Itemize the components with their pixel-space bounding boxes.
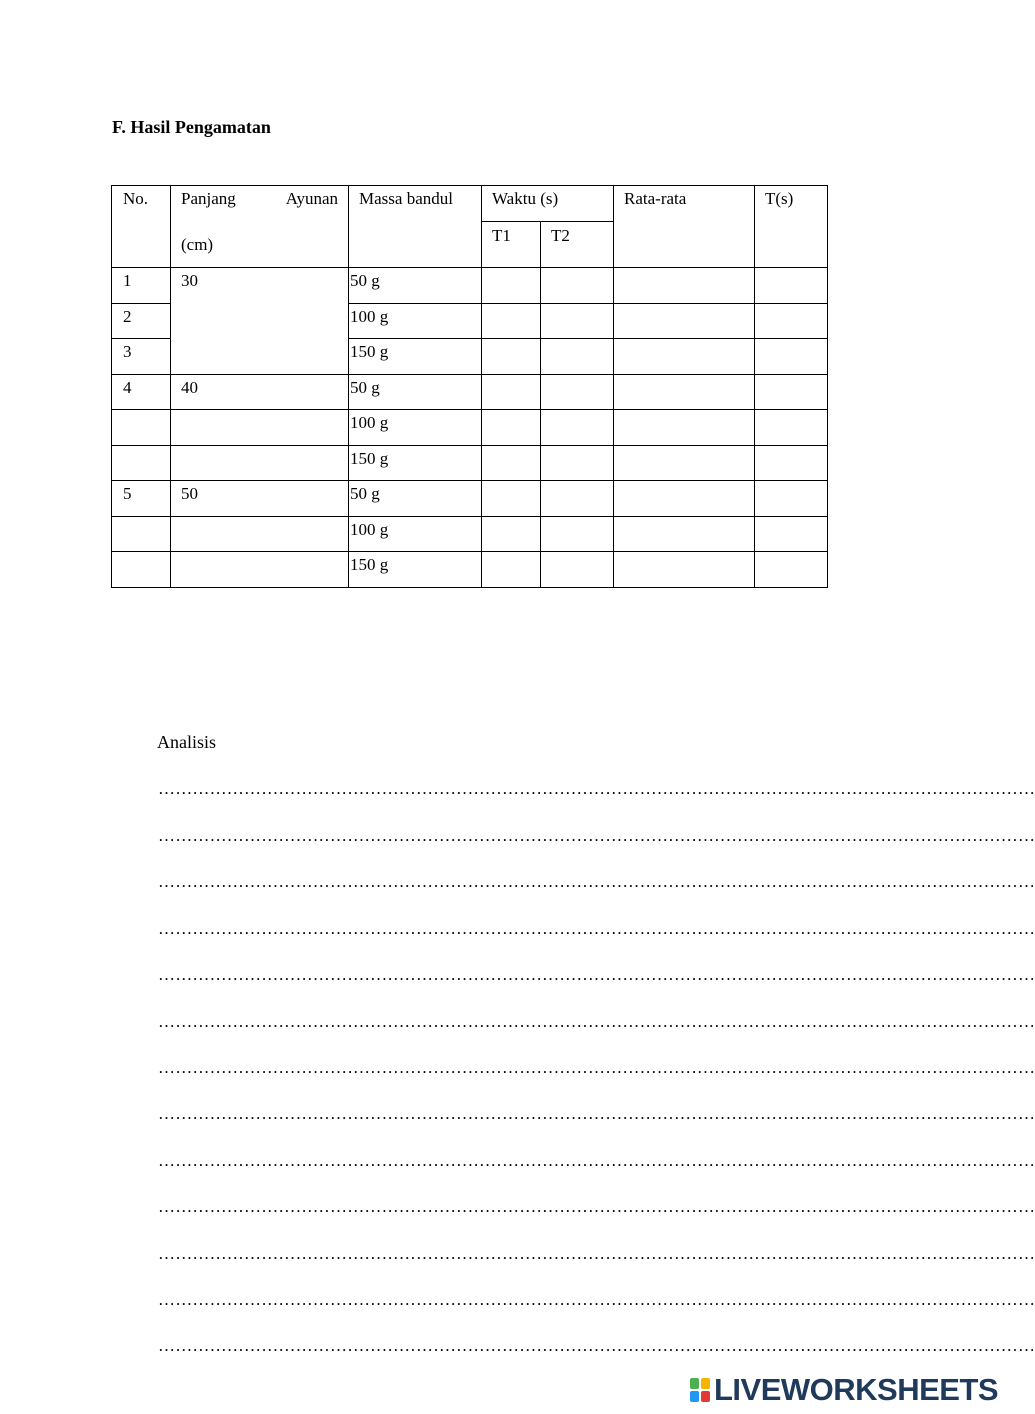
cell-t2[interactable] [541, 517, 614, 552]
header-panjang-word2: Ayunan [285, 189, 338, 208]
cell-no [112, 517, 171, 552]
logo-square-icon [701, 1391, 710, 1402]
analysis-line-11[interactable]: ……………………………………………………………………………………………………………………………………… [158, 1244, 1035, 1263]
analysis-line-6[interactable]: ……………………………………………………………………………………………………………………………………… [158, 1012, 1035, 1031]
cell-rata-rata[interactable] [614, 552, 755, 588]
analysis-line-12[interactable]: ……………………………………………………………………………………………………………………………………… [158, 1290, 1035, 1309]
analysis-line-13[interactable]: ……………………………………………………………………………………………………………………………………… [158, 1336, 1035, 1355]
cell-rata-rata[interactable] [614, 410, 755, 446]
table-row [112, 446, 828, 481]
analysis-line-2[interactable]: ……………………………………………………………………………………………………………………………………… [158, 826, 1035, 845]
cell-t2[interactable] [541, 268, 614, 304]
cell-ts[interactable] [755, 481, 828, 517]
cell-ts[interactable] [755, 410, 828, 446]
cell-no: 3 [112, 339, 171, 375]
cell-t1[interactable] [482, 268, 541, 304]
cell-rata-rata[interactable] [614, 481, 755, 517]
analysis-line-5[interactable]: ……………………………………………………………………………………………………………………………………… [158, 965, 1035, 984]
observation-table [111, 185, 828, 588]
header-t1: T1 [482, 222, 541, 268]
cell-ts[interactable] [755, 339, 828, 375]
analysis-line-3[interactable]: ……………………………………………………………………………………………………………………………………… [158, 872, 1035, 891]
cell-massa: 100 g [349, 517, 482, 552]
header-panjang-word1: Panjang [181, 189, 236, 208]
cell-t1[interactable] [482, 339, 541, 375]
logo-square-icon [701, 1378, 710, 1389]
analysis-line-1[interactable]: ……………………………………………………………………………………………………………………………………… [158, 779, 1035, 798]
cell-rata-rata[interactable] [614, 339, 755, 375]
cell-massa: 100 g [349, 410, 482, 446]
table-header-row [112, 186, 828, 222]
cell-ts[interactable] [755, 446, 828, 481]
cell-t2[interactable] [541, 304, 614, 339]
cell-t1[interactable] [482, 446, 541, 481]
analysis-line-4[interactable]: ……………………………………………………………………………………………………………………………………… [158, 919, 1035, 938]
header-panjang-unit: (cm) [181, 235, 214, 254]
cell-massa: 150 g [349, 339, 482, 375]
cell-rata-rata[interactable] [614, 304, 755, 339]
section-title: F. Hasil Pengamatan [112, 117, 271, 137]
cell-rata-rata[interactable] [614, 517, 755, 552]
cell-no [112, 446, 171, 481]
cell-massa: 50 g [349, 481, 482, 517]
header-panjang-ayunan [171, 186, 349, 268]
table-row [112, 375, 828, 410]
cell-t2[interactable] [541, 446, 614, 481]
analysis-line-7[interactable]: ……………………………………………………………………………………………………………………………………… [158, 1058, 1035, 1077]
cell-massa: 150 g [349, 446, 482, 481]
cell-t2[interactable] [541, 375, 614, 410]
cell-panjang: 50 [171, 481, 349, 517]
cell-t1[interactable] [482, 304, 541, 339]
cell-panjang [171, 552, 349, 588]
header-waktu: Waktu (s) [482, 186, 614, 222]
cell-t1[interactable] [482, 481, 541, 517]
cell-no: 4 [112, 375, 171, 410]
cell-rata-rata[interactable] [614, 268, 755, 304]
cell-t2[interactable] [541, 410, 614, 446]
logo-square-icon [690, 1391, 699, 1402]
cell-t2[interactable] [541, 552, 614, 588]
analysis-label: Analisis [157, 732, 217, 752]
header-no: No. [112, 186, 171, 268]
table-row [112, 481, 828, 517]
cell-t2[interactable] [541, 339, 614, 375]
cell-t2[interactable] [541, 481, 614, 517]
cell-panjang [171, 517, 349, 552]
cell-panjang: 40 [171, 375, 349, 410]
analysis-line-8[interactable]: ……………………………………………………………………………………………………………………………………… [158, 1104, 1035, 1123]
analysis-line-10[interactable]: ……………………………………………………………………………………………………………………………………… [158, 1197, 1035, 1216]
cell-ts[interactable] [755, 375, 828, 410]
cell-no: 5 [112, 481, 171, 517]
table-row [112, 552, 828, 588]
cell-ts[interactable] [755, 268, 828, 304]
cell-massa: 50 g [349, 268, 482, 304]
cell-t1[interactable] [482, 517, 541, 552]
cell-massa: 50 g [349, 375, 482, 410]
header-ts: T(s) [755, 186, 828, 268]
cell-panjang [171, 446, 349, 481]
cell-t1[interactable] [482, 410, 541, 446]
cell-massa: 150 g [349, 552, 482, 588]
cell-ts[interactable] [755, 552, 828, 588]
cell-no: 1 [112, 268, 171, 304]
liveworksheets-logo-text: LIVEWORKSHEETS [714, 1372, 999, 1407]
cell-ts[interactable] [755, 304, 828, 339]
cell-ts[interactable] [755, 517, 828, 552]
liveworksheets-logo-icon [690, 1378, 710, 1402]
header-t2: T2 [541, 222, 614, 268]
table-row [112, 517, 828, 552]
cell-massa: 100 g [349, 304, 482, 339]
cell-rata-rata[interactable] [614, 446, 755, 481]
cell-no [112, 410, 171, 446]
cell-panjang: 30 [171, 268, 349, 375]
header-rata-rata: Rata-rata [614, 186, 755, 268]
cell-rata-rata[interactable] [614, 375, 755, 410]
cell-t1[interactable] [482, 552, 541, 588]
liveworksheets-logo [690, 1372, 999, 1407]
cell-panjang [171, 410, 349, 446]
cell-t1[interactable] [482, 375, 541, 410]
logo-square-icon [690, 1378, 699, 1389]
cell-no [112, 552, 171, 588]
cell-no: 2 [112, 304, 171, 339]
analysis-line-9[interactable]: ……………………………………………………………………………………………………………………………………… [158, 1151, 1035, 1170]
header-massa-bandul: Massa bandul [349, 186, 482, 268]
table-row [112, 410, 828, 446]
table-row [112, 268, 828, 304]
